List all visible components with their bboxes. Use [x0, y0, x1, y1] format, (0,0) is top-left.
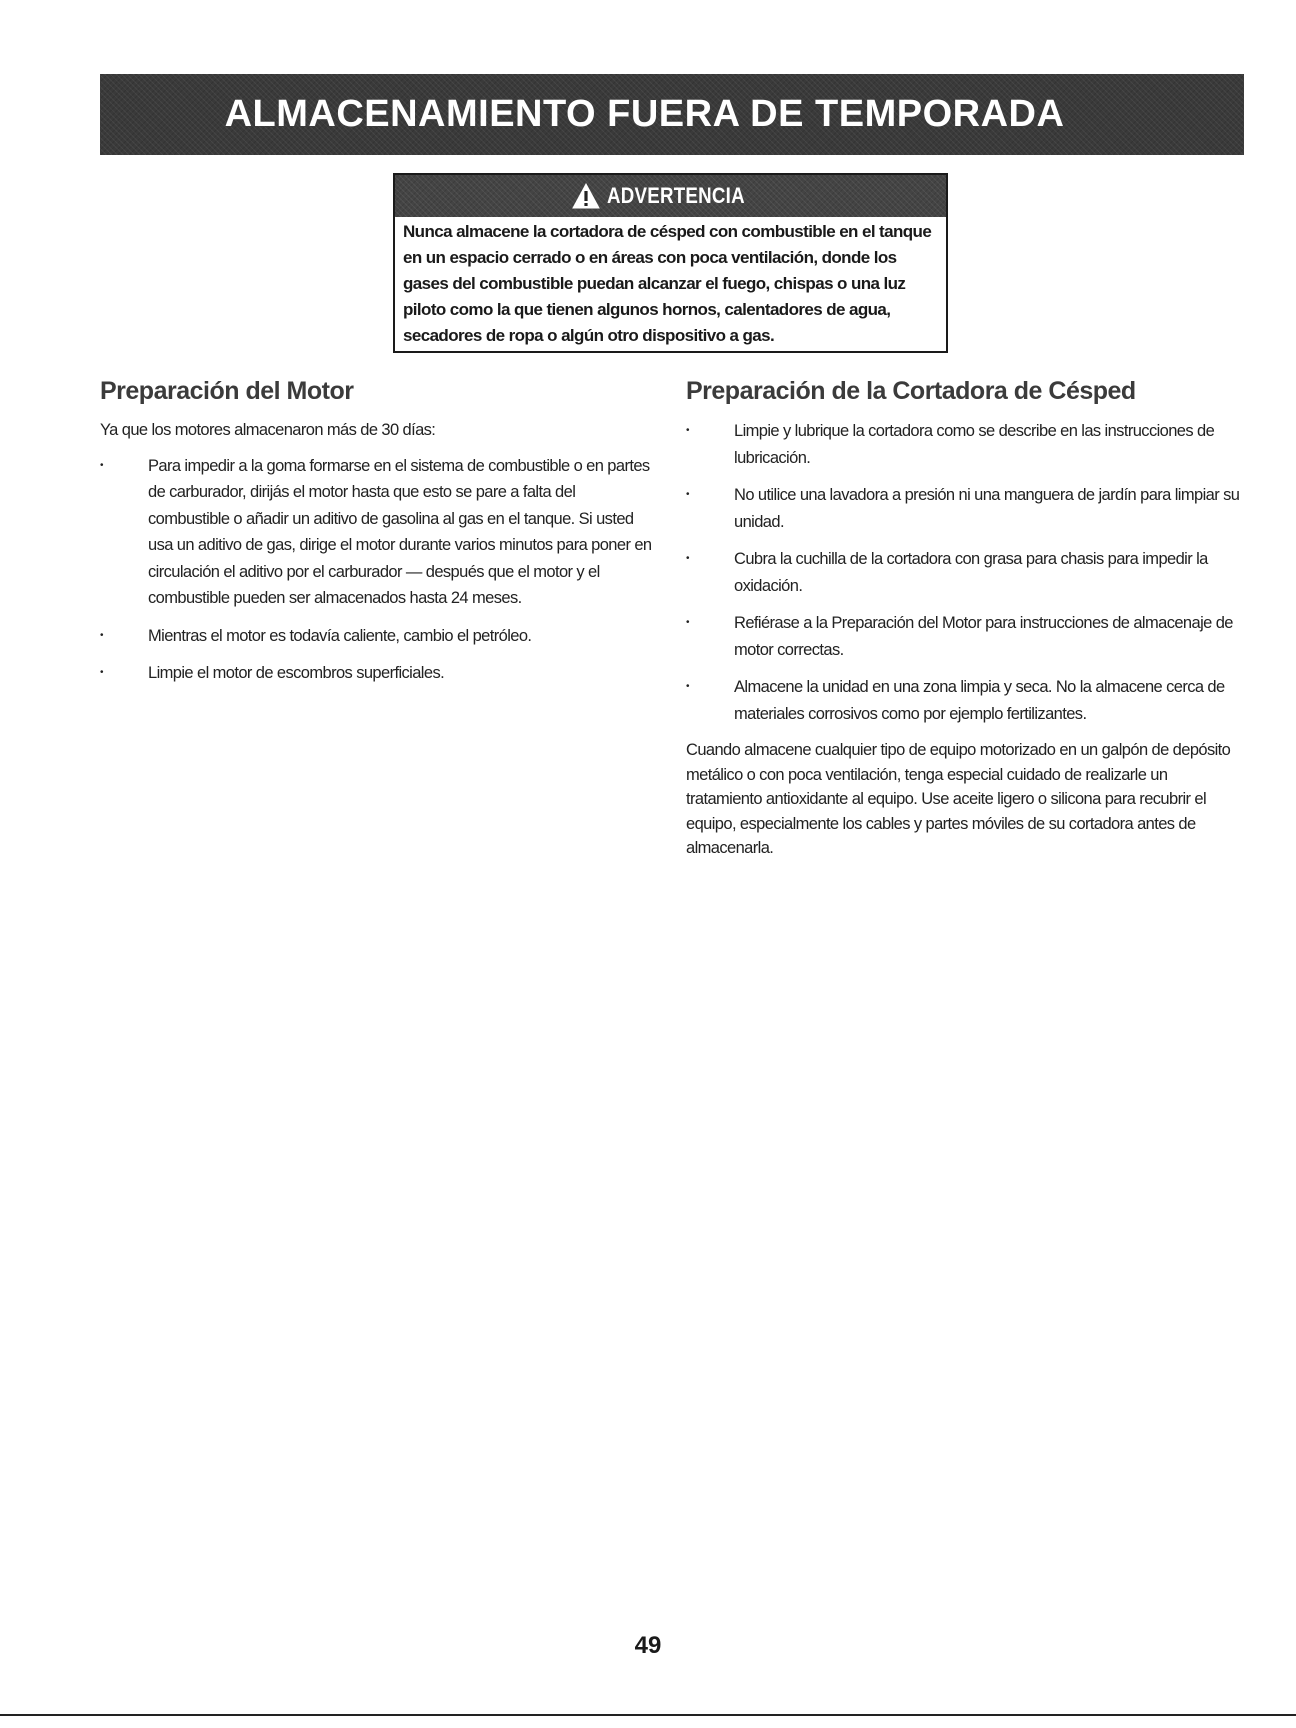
list-item [100, 453, 660, 612]
warning-box [393, 173, 948, 353]
warning-text: Nunca almacene la cortadora de césped con combustible en el tanque en un espacio cerrado o en áreas con poca ventilación, donde los gases del combustible puedan alcanzar el fuego, chispas o una luz piloto como la que tienen algunos hornos, calentadores de agua, secadores de ropa o algún otro dispositivo a gas. [403, 222, 932, 345]
mower-bullet-list [686, 418, 1246, 727]
bullet-icon: • [100, 667, 103, 678]
bullet-icon: • [686, 617, 689, 628]
section-banner [100, 74, 1244, 155]
engine-intro: Ya que los motores almacenaron más de 30 días: [100, 421, 436, 439]
list-item-text: Limpie y lubrique la cortadora como se describe en las instrucciones de lubricación. [734, 422, 1215, 467]
page-title: ALMACENAMIENTO FUERA DE TEMPORADA [224, 93, 1065, 135]
list-item-text: No utilice una lavadora a presión ni una manguera de jardín para limpiar su unidad. [734, 486, 1240, 531]
warning-label: ADVERTENCIA [607, 183, 746, 208]
list-item [100, 660, 660, 687]
bullet-icon: • [686, 425, 689, 436]
list-item-text: Limpie el motor de escombros superficiales. [148, 664, 445, 682]
list-item-text: Refiérase a la Preparación del Motor para instrucciones de almacenaje de motor correctas. [734, 614, 1233, 659]
bottom-rule [0, 1714, 1296, 1716]
engine-section-title: Preparación del Motor [100, 377, 354, 405]
list-item [686, 610, 1246, 663]
engine-bullet-list [100, 453, 660, 687]
bullet-icon: • [100, 629, 103, 641]
list-item-text: Mientras el motor es todavía caliente, cambio el petróleo. [148, 626, 532, 645]
bullet-icon: • [686, 681, 689, 692]
list-item [686, 674, 1246, 727]
list-item-text: Almacene la unidad en una zona limpia y seca. No la almacene cerca de materiales corrosivos como por ejemplo fertilizantes. [734, 678, 1225, 723]
warning-header [395, 175, 946, 217]
bullet-icon: • [686, 553, 689, 564]
engine-preparation-section [100, 374, 660, 698]
list-item [686, 418, 1246, 471]
list-item [686, 482, 1246, 535]
bullet-icon: • [100, 459, 103, 471]
bullet-icon: • [686, 489, 689, 500]
list-item-text: Para impedir a la goma formarse en el sistema de combustible o en partes de carburador, dirijás el motor hasta que esto se pare a falta del combustible o añadir un aditivo de gasolina al gas en el tanque. Si usted usa un aditivo de gas, dirige el motor durante varios minutos para poner en circulación el aditivo por el carburador — después que el motor y el combustible pueden ser almacenados hasta 24 meses. [148, 456, 652, 607]
page-number: 49 [634, 1632, 662, 1659]
mower-preparation-section [686, 374, 1246, 871]
list-item-text: Cubra la cuchilla de la cortadora con grasa para chasis para impedir la oxidación. [734, 550, 1208, 595]
list-item [686, 546, 1246, 599]
list-item [100, 623, 660, 650]
mower-section-title: Preparación de la Cortadora de Césped [686, 377, 1136, 405]
mower-closing-paragraph: Cuando almacene cualquier tipo de equipo motorizado en un galpón de depósito metálico o con poca ventilación, tenga especial cuidado de realizarle un tratamiento antioxidante al equipo. Use aceite ligero o silicona para recubrir el equipo, especialmente los cables y partes móviles de su cortadora antes de almacenarla. [686, 741, 1231, 857]
warning-triangle-icon [571, 182, 601, 210]
